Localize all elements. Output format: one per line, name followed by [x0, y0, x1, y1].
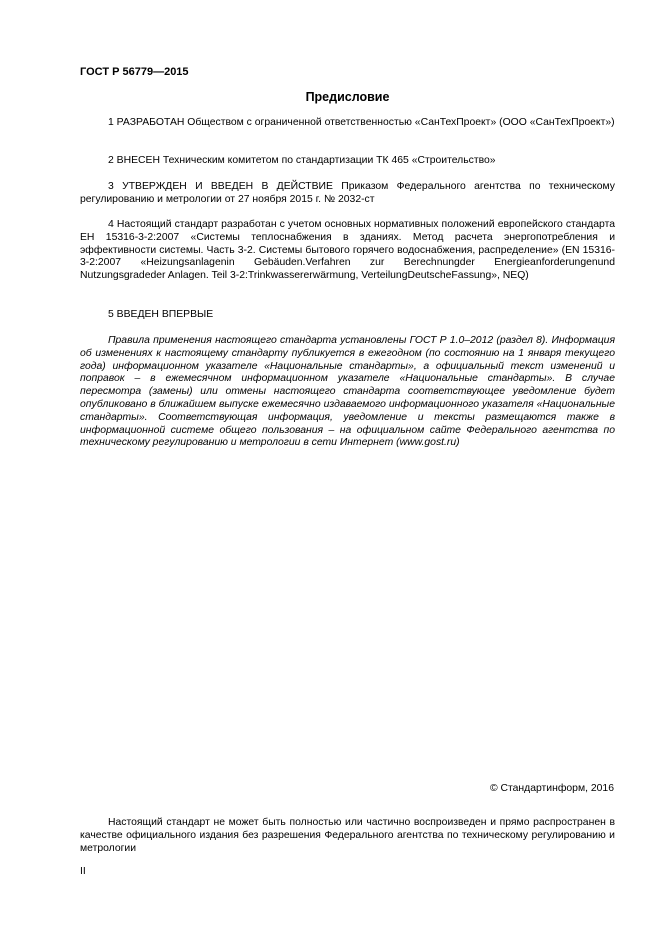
paragraph-4-block — [80, 219, 615, 283]
copyright: © Стандартинформ, 2016 — [489, 783, 614, 794]
section-title: Предисловие — [305, 90, 390, 104]
paragraph-1-block — [80, 117, 615, 130]
paragraph-3: 3 УТВЕРЖДЕН И ВВЕДЕН В ДЕЙСТВИЕ Приказом Федерального агентства по техническому регулированию и метрологии от 27 ноября 2015 г. № 2032-ст — [80, 181, 615, 205]
paragraph-4: 4 Настоящий стандарт разработан с учетом основных нормативных положений европейского стандарта ЕН 15316-3-2:2007 «Системы теплоснабжения в зданиях. Метод расчета энергопотребления и эффективности системы. Часть 3-2. Системы бытового горячего водоснабжения, распределение» (EN 15316-3-2:2007 «Heizungsanlagenin Gebäuden.Verfahren zur Berechnungder Energieanforderungenund Nutzungsgradeder Anlagen. Teil 3-2:Trinkwassererwärmung, VerteilungDeutscheFassung», NEQ) — [80, 219, 615, 282]
paragraph-5-block — [80, 309, 615, 322]
standard-code: ГОСТ Р 56779—2015 — [80, 66, 189, 78]
paragraph-5: 5 ВВЕДЕН ВПЕРВЫЕ — [108, 309, 214, 320]
paragraph-2: 2 ВНЕСЕН Техническим комитетом по стандартизации ТК 465 «Строительство» — [108, 155, 496, 166]
reproduction-notice: Настоящий стандарт не может быть полностью или частично воспроизведен и прямо распространен в качестве официального издания без разрешения Федерального агентства по техническому регулированию и метрологии — [80, 817, 615, 854]
notice-text: Правила применения настоящего стандарта установлены ГОСТ Р 1.0–2012 (раздел 8). Информация об изменениях к настоящему стандарту публикуется в ежегодном (по состоянию на 1 января текущего года) информационном указателе «Национальные стандарты», а официальный текст изменений и поправок – в ежемесячном информационном указателе «Национальные стандарты». В случае пересмотра (замены) или отмены настоящего стандарта соответствующее уведомление будет опубликовано в ближайшем выпуске ежемесячно издаваемого информационного указателя «Национальные стандарты». Соответствующая информация, уведомление и тексты размещаются также в информационной системе общего пользования – на официальном сайте Федерального агентства по техническому регулированию и метрологии в сети Интернет (www.gost.ru) — [80, 335, 615, 449]
page-number: II — [80, 866, 86, 877]
paragraph-2-block — [80, 155, 615, 168]
reproduction-notice-block — [80, 817, 615, 855]
paragraph-1: 1 РАЗРАБОТАН Обществом с ограниченной ответственностью «СанТехПроект» (ООО «СанТехПроект») — [108, 117, 615, 128]
paragraph-3-block — [80, 181, 615, 207]
notice-block — [80, 335, 615, 450]
